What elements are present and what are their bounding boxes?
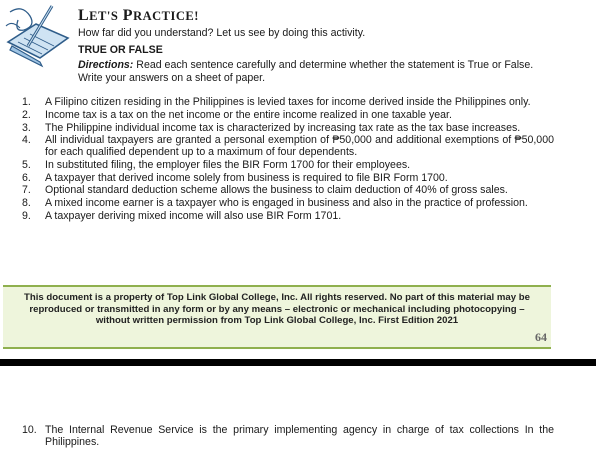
item-text: A taxpayer deriving mixed income will also use BIR Form 1701. [45, 209, 342, 222]
notebook-pen-icon [2, 2, 72, 68]
item-text: All individual taxpayers are granted a personal exemption of ₱50,000 and additional exemptions of ₱50,000 for each qualified dependent up to a maximum of four dependents. [45, 134, 554, 158]
list-item [22, 185, 554, 197]
directions-label: Directions: [78, 59, 134, 71]
directions-text [78, 59, 556, 84]
next-page-statement-list [22, 425, 554, 448]
list-item [22, 198, 554, 210]
item-number: 1. [22, 96, 31, 108]
statement-list [22, 97, 554, 224]
item-text: The Internal Revenue Service is the primary implementing agency in charge of tax collections In the Philippines. [45, 424, 554, 448]
item-number: 9. [22, 209, 31, 222]
copyright-notice-box [3, 285, 551, 349]
item-number: 8. [22, 197, 31, 210]
page-title: LET'S PRACTICE! [78, 7, 199, 24]
intro-text: How far did you understand? Let us see by doing this activity. [78, 27, 366, 39]
item-text: Optional standard deduction scheme allows the business to claim deduction of 40% of gross sales. [45, 184, 508, 197]
list-item [22, 123, 554, 135]
page-divider [0, 359, 596, 366]
item-number: 2. [22, 108, 31, 121]
item-number: 6. [22, 171, 31, 184]
item-text: Income tax is a tax on the net income or the entire income realized in one taxable year. [45, 108, 452, 121]
item-text: A Filipino citizen residing in the Philippines is levied taxes for income derived inside the Philippines only. [45, 96, 531, 108]
list-item [22, 425, 554, 448]
section-title: TRUE OR FALSE [78, 44, 163, 56]
list-item [22, 173, 554, 185]
item-number: 10. [22, 424, 37, 436]
item-number: 7. [22, 184, 31, 197]
directions-body: Read each sentence carefully and determine whether the statement is True or False. Write your answers on a sheet of paper. [78, 59, 534, 84]
item-text: In substituted filing, the employer files the BIR Form 1700 for their employees. [45, 158, 411, 171]
item-text: The Philippine individual income tax is characterized by increasing tax rate as the tax base increases. [45, 121, 521, 134]
list-item [22, 135, 554, 158]
item-number: 3. [22, 121, 31, 134]
copyright-notice: This document is a property of Top Link Global College, Inc. All rights reserved. No part of this material may be reproduced or transmitted in any form or by any means – electronic or mechanical including photocopying – without written permission from Top Link Global College, Inc. First Edition 2021 [24, 292, 530, 326]
list-item [22, 211, 554, 223]
list-item [22, 110, 554, 122]
list-item [22, 97, 554, 109]
page-number: 64 [535, 330, 547, 344]
list-item [22, 160, 554, 172]
item-number: 4. [22, 134, 31, 147]
activity-header [78, 7, 578, 84]
item-text: A mixed income earner is a taxpayer who is engaged in business and also in the practice of profession. [45, 197, 528, 210]
item-number: 5. [22, 158, 31, 171]
item-text: A taxpayer that derived income solely from business is required to file BIR Form 1700. [45, 171, 448, 184]
